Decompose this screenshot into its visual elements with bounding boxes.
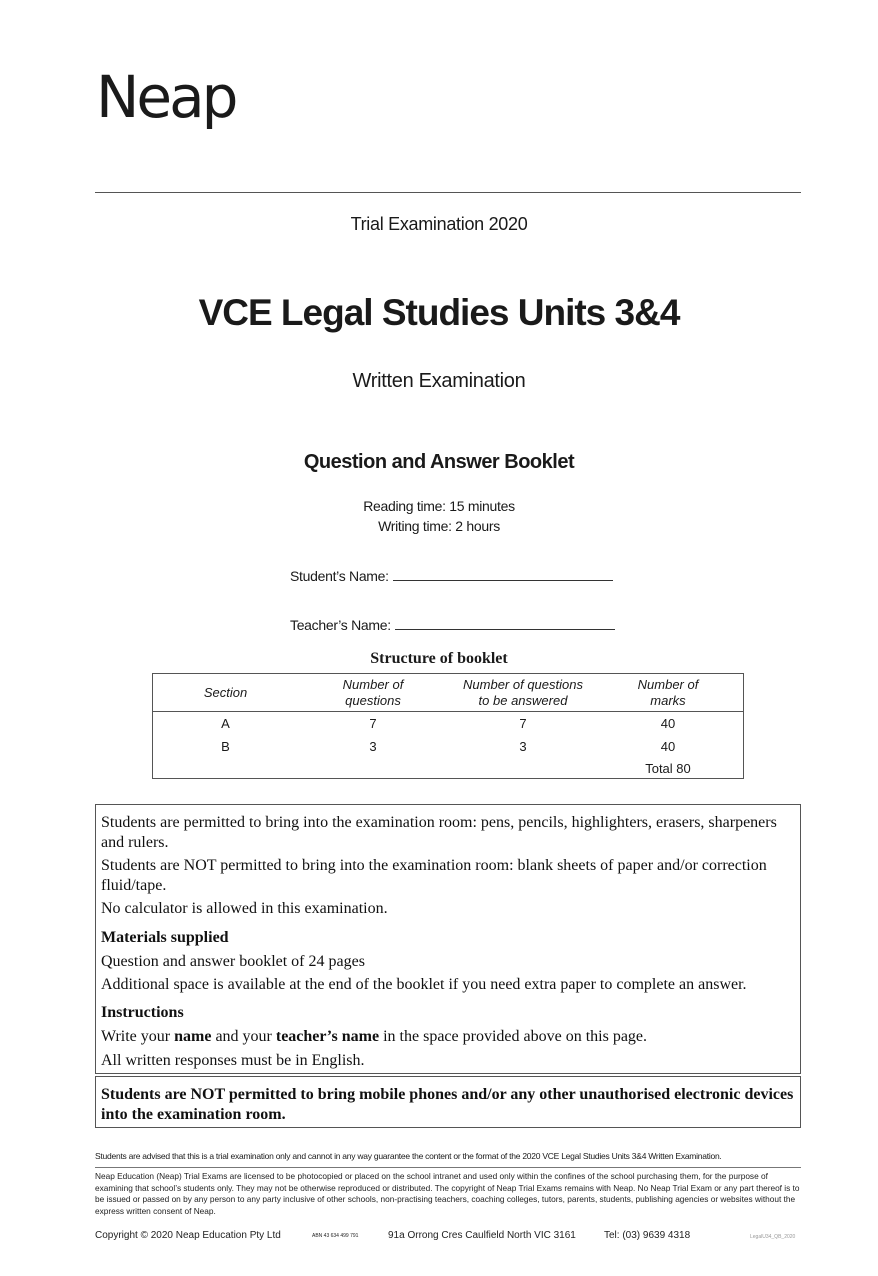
exam-subtitle: Written Examination: [352, 370, 526, 392]
license-text: Neap Education (Neap) Trial Exams are licensed to be photocopied or placed on the school intranet and used only within the confines of the school purchasing them, for the purpose of examining that school’s students only. They may not be otherwise reproduced or distributed. The copyright of Neap Trial Exams remains with Neap. No Neap Trial Exam or any part thereof is to be issued or passed on by any person to any party inclusive of other schools, non-practising teachers, coaching colleges, tutors, parents, students, publishing agencies or websites without the express written consent of Neap.: [95, 1171, 800, 1216]
devices-warning: Students are NOT permitted to bring mobile phones and/or any other unauthorised electronic devices into the examination room.: [101, 1086, 794, 1123]
not-permitted-items: Students are NOT permitted to bring into the examination room: blank sheets of paper and/or correction fluid/tape.: [101, 857, 767, 894]
header-num-questions: [323, 677, 423, 709]
instr-name: name: [174, 1028, 212, 1045]
materials-heading: Materials supplied: [101, 929, 229, 946]
permitted-items: Students are permitted to bring into the examination room: pens, pencils, highlighters, erasers, sharpeners and rulers.: [101, 814, 777, 851]
copyright: Copyright © 2020 Neap Education Pty Ltd: [95, 1230, 281, 1241]
address: 91a Orrong Cres Caulfield North VIC 3161: [388, 1230, 576, 1241]
teacher-name-field[interactable]: [395, 615, 615, 630]
student-name-field[interactable]: [393, 566, 613, 581]
instr-rest: in the space provided above on this page.: [383, 1028, 648, 1045]
row-a-questions: 7: [369, 716, 377, 731]
header-to-answer: [443, 677, 603, 709]
header-marks-line2: marks: [650, 693, 686, 708]
materials-booklet: Question and answer booklet of 24 pages: [101, 953, 365, 970]
row-b-section: B: [221, 739, 230, 754]
devices-warning-box: [95, 1076, 801, 1128]
instruction-english: All written responses must be in English.: [101, 1052, 365, 1069]
teacher-name-label: Teacher’s Name:: [290, 617, 391, 633]
header-marks: [618, 677, 718, 709]
row-a-section: A: [221, 716, 230, 731]
teacher-name-row: [290, 615, 615, 633]
telephone: Tel: (03) 9639 4318: [604, 1230, 691, 1241]
header-section: Section: [203, 685, 248, 700]
row-b-questions: 3: [369, 739, 377, 754]
abn: ABN 43 634 499 791: [312, 1233, 359, 1239]
materials-extra-space: Additional space is available at the end of the booklet if you need extra paper to complete an answer.: [101, 976, 747, 993]
header-num-questions-line1: Number of: [342, 677, 404, 692]
structure-title: Structure of booklet: [370, 650, 508, 667]
total-marks: Total 80: [645, 761, 691, 776]
document-code: LegalU34_QB_2020: [750, 1234, 796, 1240]
calculator-note: No calculator is allowed in this examination.: [101, 900, 388, 917]
booklet-title: Question and Answer Booklet: [303, 451, 575, 473]
neap-logo: Neap: [96, 63, 236, 131]
student-name-label: Student’s Name:: [290, 568, 389, 584]
header-num-questions-line2: questions: [345, 693, 401, 708]
writing-time: Writing time: 2 hours: [378, 518, 500, 534]
instructions-heading: Instructions: [101, 1004, 184, 1021]
structure-table: [152, 673, 744, 779]
structure-table-header: [153, 674, 743, 712]
reading-time: Reading time: 15 minutes: [363, 498, 515, 514]
instruction-names: [101, 1027, 795, 1047]
instr-and: and your: [215, 1028, 272, 1045]
header-divider: [95, 192, 801, 193]
instr-teacher: teacher’s name: [275, 1028, 380, 1045]
header-to-answer-line2: to be answered: [478, 693, 568, 708]
row-a-marks: 40: [660, 716, 676, 731]
page-title: VCE Legal Studies Units 3&4: [198, 292, 680, 333]
student-name-row: [290, 566, 613, 584]
row-a-answered: 7: [519, 716, 527, 731]
row-b-marks: 40: [660, 739, 676, 754]
exam-type: Trial Examination 2020: [350, 214, 528, 234]
footer-divider: [95, 1167, 801, 1168]
header-to-answer-line1: Number of questions: [463, 677, 583, 692]
time-allowance: [0, 496, 878, 536]
trial-advisory: Students are advised that this is a trial examination only and cannot in any way guarantee the content or the format of the 2020 VCE Legal Studies Units 3&4 Written Examination.: [95, 1151, 722, 1161]
instructions-box: [95, 804, 801, 1074]
row-b-answered: 3: [519, 739, 527, 754]
header-marks-line1: Number of: [637, 677, 699, 692]
instr-write: Write your: [101, 1028, 171, 1045]
